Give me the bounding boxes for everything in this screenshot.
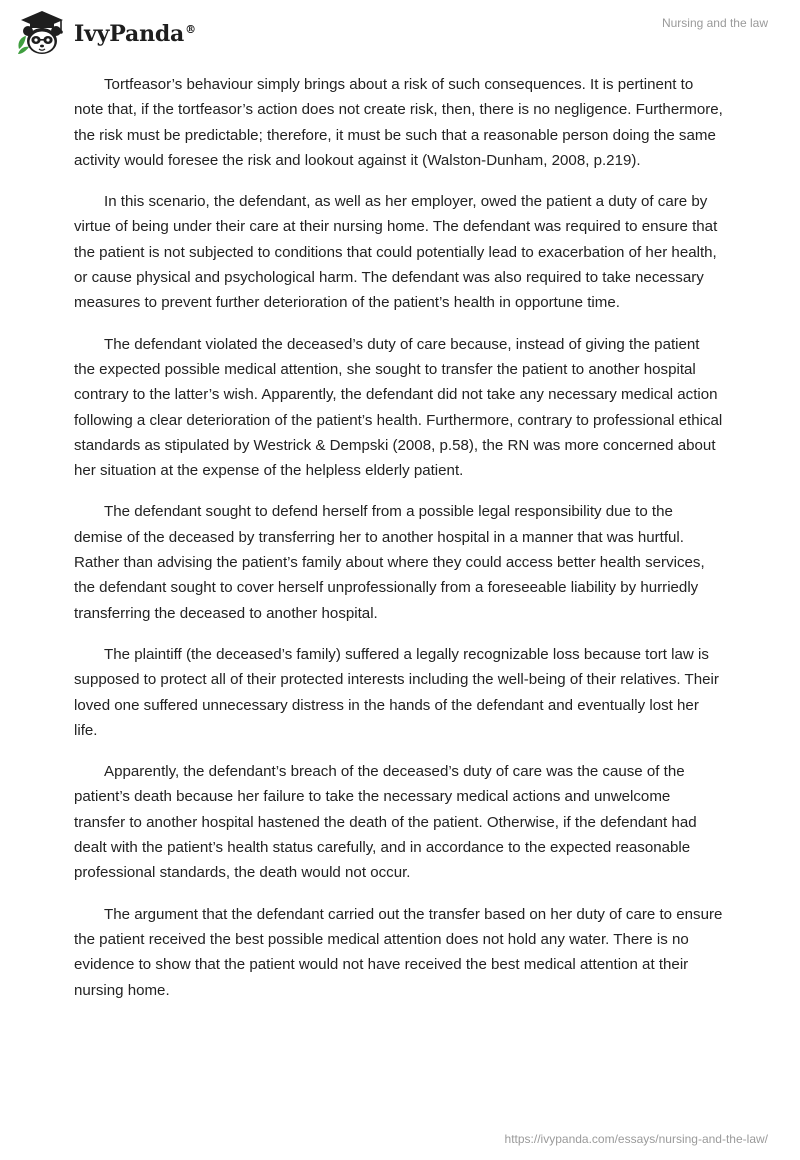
paragraph: The defendant violated the deceased’s duty of care because, instead of giving the patient the expected possible medical attention, she sought to transfer the patient to another hospital contrary to the latter’s wish. Apparently, the defendant did not take any necessary medical action following a clear deterioration of the patient’s health. Furthermore, contrary to professional ethical standards as stipulated by Westrick & Dempski (2008, p.58), the RN was more concerned about her situation at the expense of the helpless elderly patient.: [74, 335, 723, 480]
paragraph: In this scenario, the defendant, as well as her employer, owed the patient a duty of care by virtue of being under their care at their nursing home. The defendant was required to ensure that the patient is not subjected to conditions that could potentially lead to exacerbation of her health, or cause physical and psychological harm. The defendant was also required to take necessary measures to prevent further deterioration of the patient’s health in opportune time.: [74, 193, 718, 312]
panda-graduate-icon: [16, 9, 68, 57]
ivypanda-logo[interactable]: [16, 9, 196, 57]
paragraph: The argument that the defendant carried out the transfer based on her duty of care to ensure the patient received the best possible medical attention does not hold any water. There is no evidence to show that the patient would not have received the best medical attention at their nursing home.: [74, 905, 723, 999]
document-title: Nursing and the law: [661, 16, 768, 30]
registered-mark: ®: [185, 22, 196, 36]
paragraph: The defendant sought to defend herself from a possible legal responsibility due to the demise of the deceased by transferring her to another hospital in a manner that was hurtful. Rather than advising the patient’s family about where they could access better health services, the defendant sought to cover herself unprofessionally from a foreseeable liability by hurriedly transferring the deceased to another hospital.: [74, 503, 705, 622]
logo-name: IvyPanda: [74, 21, 185, 47]
source-url[interactable]: https://ivypanda.com/essays/nursing-and-the-law/: [504, 1132, 768, 1146]
paragraph: Tortfeasor’s behaviour simply brings about a risk of such consequences. It is pertinent to note that, if the tortfeasor’s action does not create risk, then, there is no negligence. Furthermore, the risk must be predictable; therefore, it must be such that a reasonable person doing the same activity would foresee the risk and lookout against it (Walston-Dunham, 2008, p.219).: [74, 76, 723, 169]
paragraph: The plaintiff (the deceased’s family) suffered a legally recognizable loss because tort law is supposed to protect all of their protected interests including the well-being of their relatives. Their loved one suffered unnecessary distress in the hands of the defendant and eventually lost her life.: [74, 645, 719, 739]
logo-wordmark: [74, 21, 196, 47]
paragraph: Apparently, the defendant’s breach of the deceased’s duty of care was the cause of the patient’s death because her failure to take the necessary medical actions and unwelcome transfer to another hospital hastened the death of the patient. Otherwise, if the defendant had dealt with the patient’s health status carefully, and in accordance to the expected reasonable professional standards, the death would not occur.: [74, 763, 697, 882]
essay-body: [74, 72, 724, 1019]
page-header: [0, 0, 800, 70]
